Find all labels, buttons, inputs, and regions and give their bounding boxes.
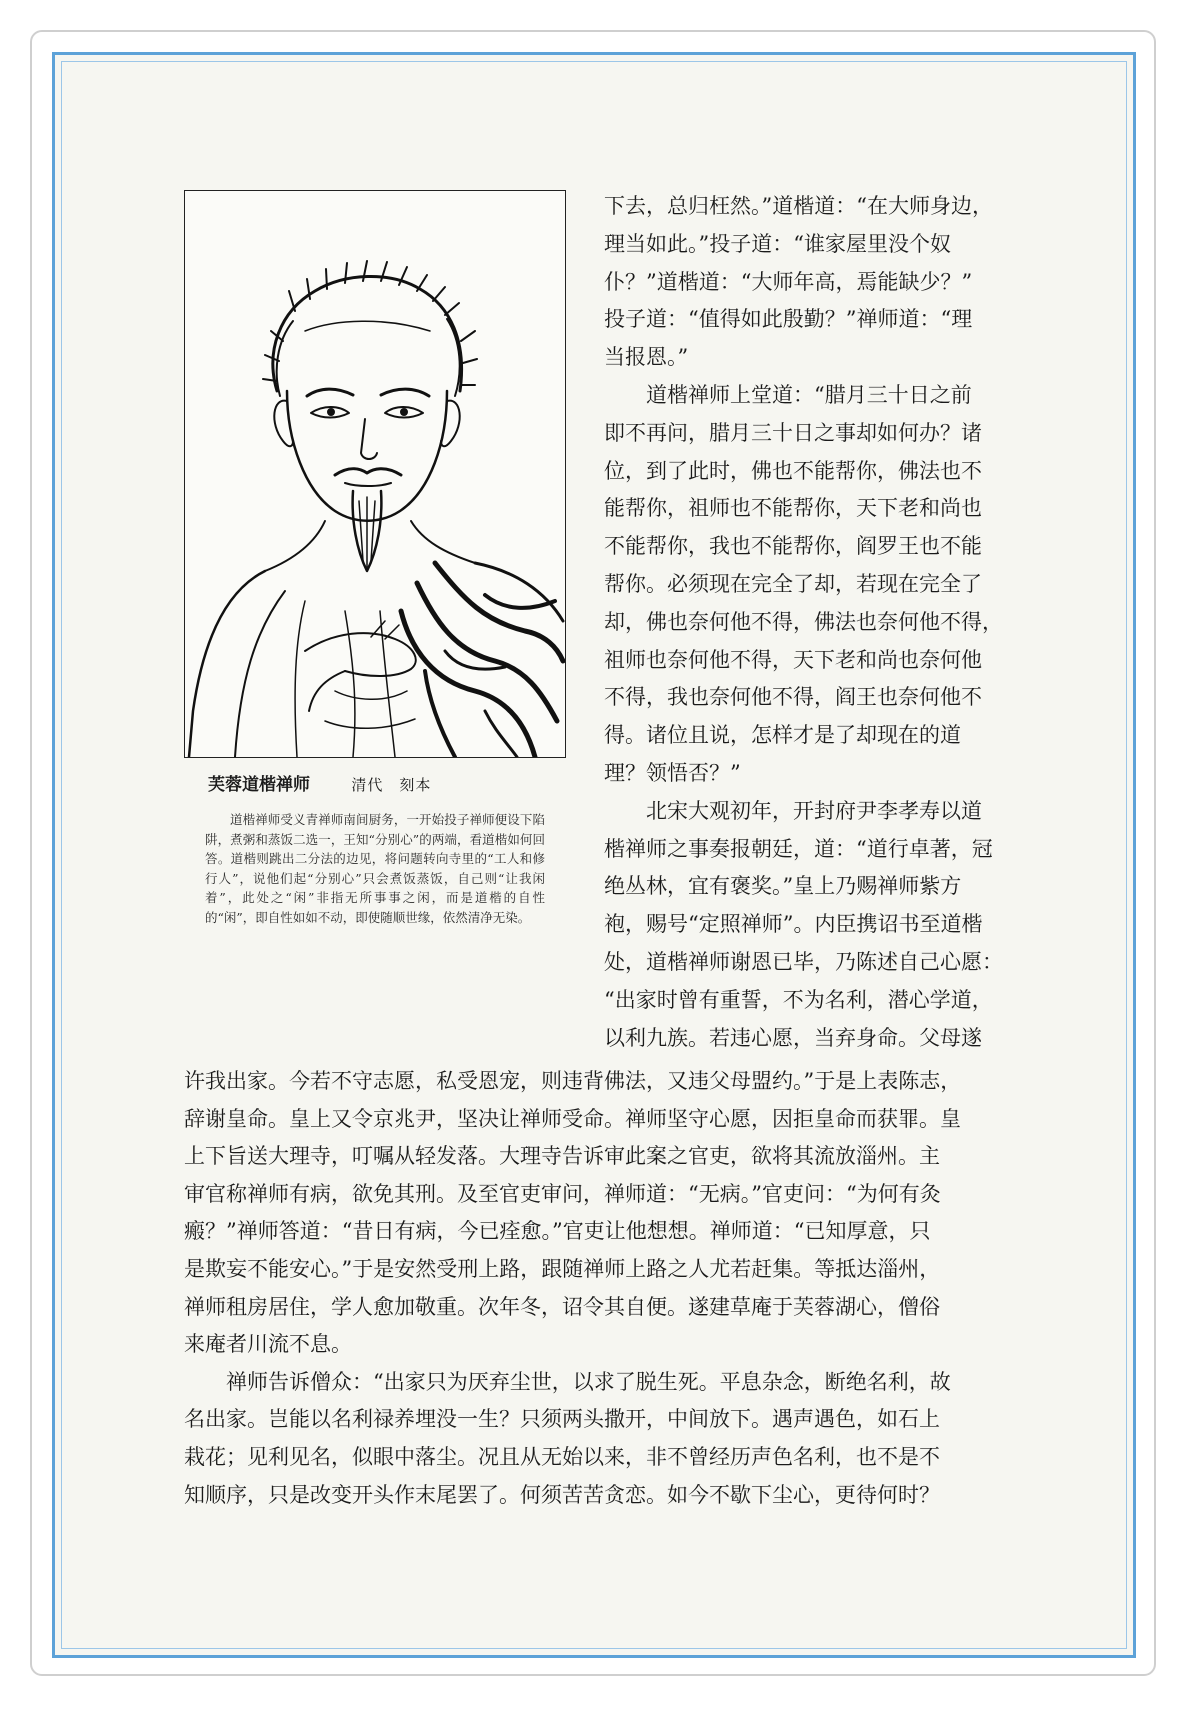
text-line: 禅师租房居住，学人愈加敬重。次年冬，诏令其自便。遂建草庵于芙蓉湖心，僧俗 xyxy=(184,1294,940,1319)
text-line: 却，佛也奈何他不得，佛法也奈何他不得， xyxy=(604,609,1003,634)
figure-caption-heading xyxy=(208,774,568,796)
text-line: 即不再问，腊月三十日之事却如何办？诸 xyxy=(604,420,982,445)
full-width-text xyxy=(184,1063,1022,1514)
text-line: 禅师告诉僧众：“出家只为厌弃尘世，以求了脱生死。平息杂念，断绝名利，故 xyxy=(184,1369,951,1394)
monk-portrait-drawing xyxy=(185,191,565,757)
text-line: 祖师也奈何他不得，天下老和尚也奈何他 xyxy=(604,647,982,672)
figure-caption-body: 道楷禅师受义青禅师南间厨务，一开始投子禅师便设下陷阱，煮粥和蒸饭二选一，王知“分别心”的两端，看道楷如何回答。道楷则跳出二分法的边见，将问题转向寺里的“工人和修行人”，说他们起“分别心”只会煮饭蒸饭，自己则“让我闲着”，此处之“闲”非指无所事事之闲，而是道楷的自性的“闲”，即自性如如不动，即使随顺世缘，依然清净无染。 xyxy=(205,812,545,925)
figure-caption-meta: 清代 刻本 xyxy=(351,776,432,794)
text-line: 投子道：“值得如此殷勤？”禅师道：“理 xyxy=(604,307,973,332)
text-line: 名出家。岂能以名利禄养埋没一生？只须两头撒开，中间放下。遇声遇色，如石上 xyxy=(184,1407,940,1432)
figure-caption-title: 芙蓉道楷禅师 xyxy=(208,775,310,795)
text-line: 能帮你，祖师也不能帮你，天下老和尚也 xyxy=(604,496,982,521)
portrait-illustration xyxy=(184,190,566,758)
text-line: 道楷禅师上堂道：“腊月三十日之前 xyxy=(604,382,972,407)
text-line: 审官称禅师有病，欲免其刑。及至官吏审问，禅师道：“无病。”官吏问：“为何有灸 xyxy=(184,1181,941,1206)
text-line: 知顺序，只是改变开头作末尾罢了。何须苦苦贪恋。如今不歇下尘心，更待何时？ xyxy=(184,1482,940,1507)
text-line: 不得，我也奈何他不得，阎王也奈何他不 xyxy=(604,685,982,710)
text-line: 瘢？”禅师答道：“昔日有病，今已痊愈。”官吏让他想想。禅师道：“已知厚意，只 xyxy=(184,1219,931,1244)
text-line: 不能帮你，我也不能帮你，阎罗王也不能 xyxy=(604,534,982,559)
text-line: 来庵者川流不息。 xyxy=(184,1332,352,1357)
text-line: “出家时曾有重誓，不为名利，潜心学道， xyxy=(604,987,993,1012)
text-line: 当报恩。” xyxy=(604,345,689,370)
text-line: 绝丛林，宜有褒奖。”皇上乃赐禅师紫方 xyxy=(604,874,962,899)
text-line: 处，道楷禅师谢恩已毕，乃陈述自己心愿： xyxy=(604,949,1003,974)
text-line: 是欺妄不能安心。”于是安然受刑上路，跟随禅师上路之人尤若赶集。等抵达淄州， xyxy=(184,1256,941,1281)
right-column-text xyxy=(604,188,1022,1057)
text-line: 楷禅师之事奏报朝廷，道：“道行卓著，冠 xyxy=(604,836,993,861)
text-line: 辞谢皇命。皇上又令京兆尹，坚决让禅师受命。禅师坚守心愿，因拒皇命而获罪。皇 xyxy=(184,1106,961,1131)
text-line: 以利九族。若违心愿，当弃身命。父母遂 xyxy=(604,1025,982,1050)
text-line: 位，到了此时，佛也不能帮你，佛法也不 xyxy=(604,458,982,483)
text-line: 理？领悟否？” xyxy=(604,760,741,785)
text-line: 理当如此。”投子道：“谁家屋里没个奴 xyxy=(604,231,951,256)
text-line: 北宋大观初年，开封府尹李孝寿以道 xyxy=(604,798,982,823)
text-line: 下去，总归枉然。”道楷道：“在大师身边， xyxy=(604,194,993,218)
text-line: 仆？”道楷道：“大师年高，焉能缺少？” xyxy=(604,269,973,294)
text-line: 得。诸位且说，怎样才是了却现在的道 xyxy=(604,723,961,748)
text-line: 上下旨送大理寺，叮嘱从轻发落。大理寺告诉审此案之官吏，欲将其流放淄州。主 xyxy=(184,1144,940,1169)
text-line: 许我出家。今若不守志愿，私受恩宠，则违背佛法，又违父母盟约。”于是上表陈志， xyxy=(184,1069,962,1093)
text-line: 袍，赐号“定照禅师”。内臣携诏书至道楷 xyxy=(604,912,983,937)
text-line: 帮你。必须现在完全了却，若现在完全了 xyxy=(604,571,982,596)
text-line: 栽花；见利见名，似眼中落尘。况且从无始以来，非不曾经历声色名利，也不是不 xyxy=(184,1444,940,1469)
